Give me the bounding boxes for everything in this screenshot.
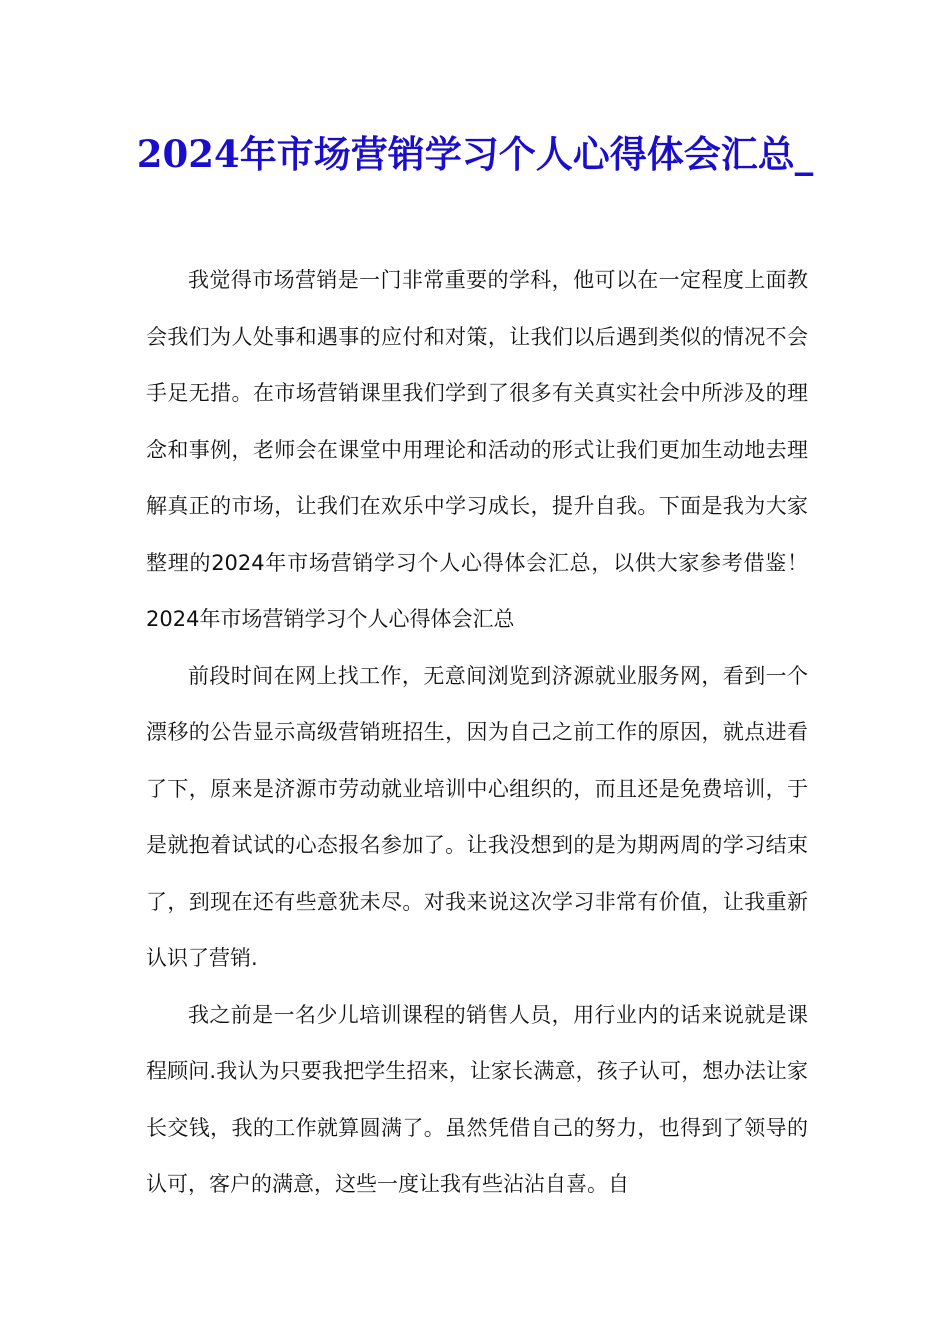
paragraph-3: 我之前是一名少儿培训课程的销售人员，用行业内的话来说就是课程顾问.我认为只要我把学生招来，让家长满意，孩子认可，想办法让家长交钱，我的工作就算圆满了。虽然凭借自己的努力，也得到了领导的认可，客户的满意，这些一度让我有些沾沾自喜。自	[146, 1002, 808, 1196]
document-body	[146, 252, 808, 1213]
document-title: 2024年市场营销学习个人心得体会汇总_	[136, 132, 814, 176]
paragraph-1: 我觉得市场营销是一门非常重要的学科，他可以在一定程度上面教会我们为人处事和遇事的应付和对策，让我们以后遇到类似的情况不会手足无措。在市场营销课里我们学到了很多有关真实社会中所涉及的理念和事例，老师会在课堂中用理论和活动的形式让我们更加生动地去理解真正的市场，让我们在欢乐中学习成长，提升自我。下面是我为大家整理的2024年市场营销学习个人心得体会汇总，以供大家参考借鉴！2024年市场营销学习个人心得体会汇总	[146, 268, 808, 631]
paragraph-2: 前段时间在网上找工作，无意间浏览到济源就业服务网，看到一个漂移的公告显示高级营销班招生，因为自己之前工作的原因，就点进看了下，原来是济源市劳动就业培训中心组织的，而且还是免费培训，于是就抱着试试的心态报名参加了。让我没想到的是为期两周的学习结束了，到现在还有些意犹未尽。对我来说这次学习非常有价值，让我重新认识了营销.	[146, 663, 808, 970]
